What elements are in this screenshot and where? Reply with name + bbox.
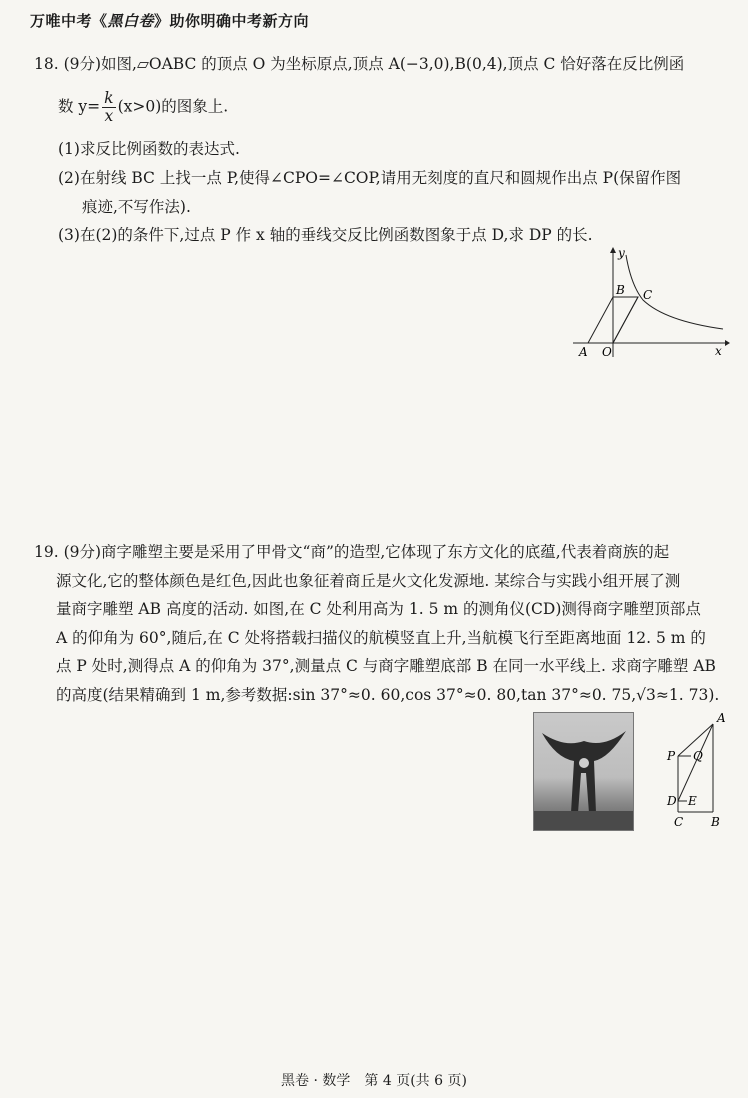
label-a: A xyxy=(717,712,726,725)
label-b: B xyxy=(616,283,625,297)
q18-fraction xyxy=(102,90,115,125)
hyperbola-curve xyxy=(626,255,723,329)
header-prefix: 万唯中考《 xyxy=(30,12,108,30)
page-header xyxy=(30,10,309,31)
q19-line-4: A 的仰角为 60°,随后,在 C 处将搭载扫描仪的航模竖直上升,当航模飞行至距离地面 12. 5 m 的 xyxy=(56,628,706,647)
q19-figure xyxy=(665,712,735,830)
q18-figure xyxy=(565,245,730,360)
label-p: P xyxy=(667,749,676,763)
q18-part-1: (1)求反比例函数的表达式. xyxy=(58,140,240,158)
question-19 xyxy=(34,538,724,709)
q19-line-1: 19. (9分)商字雕塑主要是采用了甲骨文“商”的造型,它体现了东方文化的底蕴,代表着商族的起 xyxy=(34,543,670,561)
q18-stem-line-1: 18. (9分)如图,▱OABC 的顶点 O 为坐标原点,顶点 A(−3,0),B(0,4),顶点 C 恰好落在反比例函 xyxy=(34,55,685,73)
x-axis-arrow xyxy=(725,340,730,346)
q18-frac-numerator: k xyxy=(104,89,114,107)
label-a: A xyxy=(579,345,588,359)
diagonal-ob xyxy=(613,297,638,343)
q18-stem-line-2-pre: 数 y= xyxy=(58,97,101,116)
label-c: C xyxy=(674,815,684,829)
sculpture-photo-drawing xyxy=(534,713,633,830)
q18-stem-line-2-post: (x>0)的图象上. xyxy=(117,97,229,116)
page-footer: 黑卷 · 数学 第 4 页(共 6 页) xyxy=(281,1073,467,1089)
header-emphasis: 黑白卷 xyxy=(107,12,155,30)
q18-part-3: (3)在(2)的条件下,过点 P 作 x 轴的垂线交反比例函数图象于点 D,求 DP 的长. xyxy=(58,226,593,244)
label-q: Q xyxy=(693,749,703,763)
label-c: C xyxy=(643,288,653,302)
label-b: B xyxy=(711,815,720,829)
label-x: x xyxy=(715,344,722,358)
q18-frac-denominator: x xyxy=(104,107,114,126)
q19-line-6: 的高度(结果精确到 1 m,参考数据:sin 37°≈0. 60,cos 37°≈0. 80,tan 37°≈0. 75,√3≈1. 73). xyxy=(56,685,720,704)
label-e: E xyxy=(688,794,697,808)
label-o: O xyxy=(602,345,612,359)
y-axis-arrow xyxy=(610,247,616,253)
sculpture-photo xyxy=(533,712,634,831)
q19-line-3: 量商字雕塑 AB 高度的活动. 如图,在 C 处利用高为 1. 5 m 的测角仪(CD)测得商字雕塑顶部点 xyxy=(56,600,701,618)
q18-stem-line-2 xyxy=(58,90,228,125)
label-d: D xyxy=(667,794,677,808)
q19-line-5: 点 P 处时,测得点 A 的仰角为 37°,测量点 C 与商字雕塑底部 B 在同一水平线上. 求商字雕塑 AB xyxy=(56,657,716,675)
header-suffix: 》助你明确中考新方向 xyxy=(154,12,310,30)
q19-line-2: 源文化,它的整体颜色是红色,因此也象征着商丘是火文化发源地. 某综合与实践小组开展了测 xyxy=(56,571,681,590)
q18-part-2-line-2: 痕迹,不写作法). xyxy=(82,198,191,216)
q18-part-2-line-1: (2)在射线 BC 上找一点 P,使得∠CPO=∠COP,请用无刻度的直尺和圆规作出点 P(保留作图 xyxy=(58,169,682,187)
label-y: y xyxy=(618,246,625,260)
question-18-stem xyxy=(34,57,724,73)
